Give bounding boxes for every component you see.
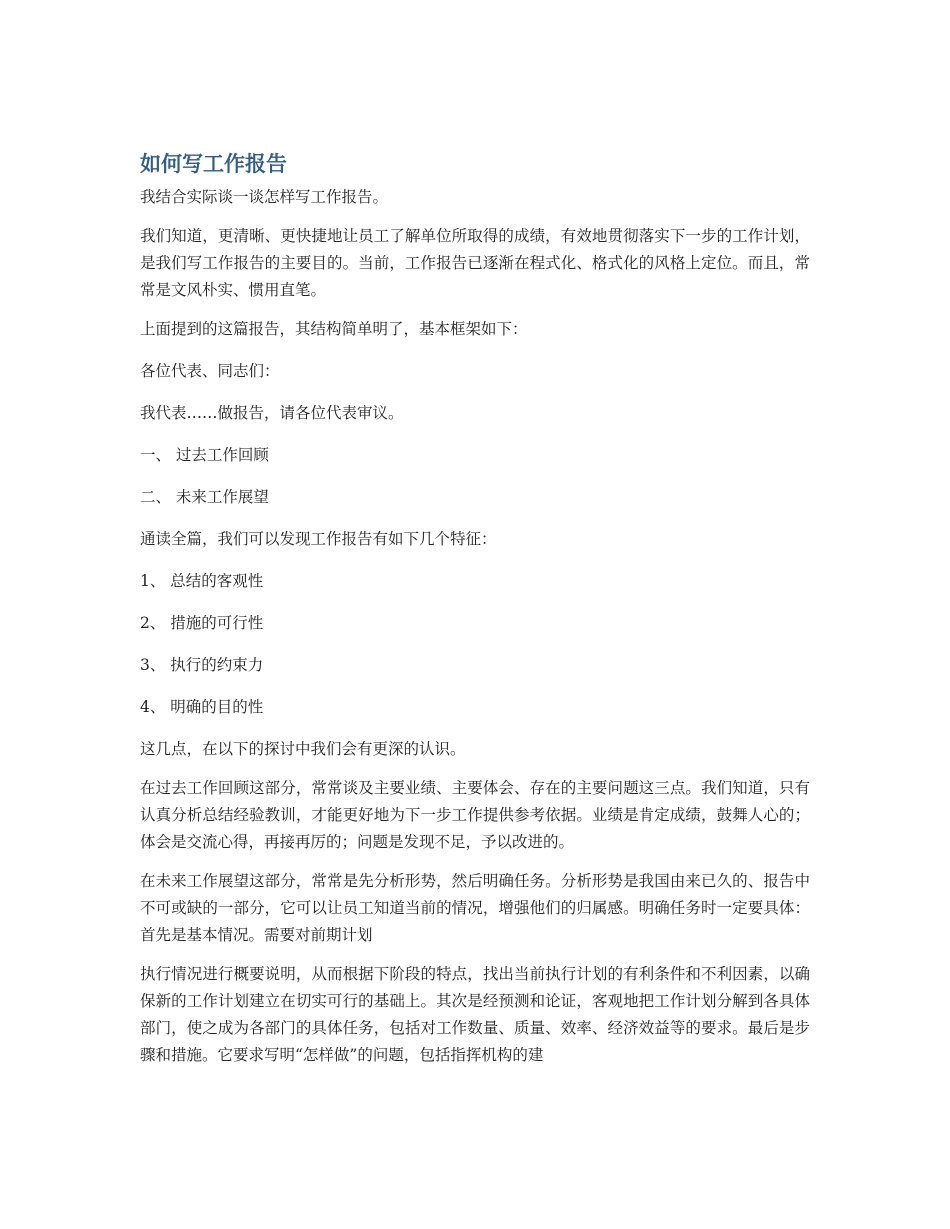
document-title: 如何写工作报告 [140, 152, 287, 176]
paragraph-features: 通读全篇，我们可以发现工作报告有如下几个特征： [140, 530, 497, 548]
paragraph-intro: 我结合实际谈一谈怎样写工作报告。 [140, 188, 389, 206]
paragraph-report-line: 我代表……做报告，请各位代表审议。 [140, 404, 404, 422]
paragraph-review: 在过去工作回顾这部分，常常谈及主要业绩、主要体会、存在的主要问题这三点。我们知道，只有认真分析总结经验教训，才能更好地为下一步工作提供参考依据。业绩是肯定成绩，鼓舞人心的；体会是交流心得，再接再厉的；问题是发现不足，予以改进的。 [140, 779, 810, 851]
outline-item-2: 二、 未来工作展望 [140, 488, 269, 506]
outline-item-1: 一、 过去工作回顾 [140, 446, 269, 464]
paragraph-structure: 上面提到的这篇报告，其结构简单明了，基本框架如下： [140, 320, 528, 338]
feature-item-4: 4、 明确的目的性 [140, 698, 264, 716]
feature-item-1: 1、 总结的客观性 [140, 572, 264, 590]
feature-item-3: 3、 执行的约束力 [140, 656, 264, 674]
feature-item-2: 2、 措施的可行性 [140, 614, 264, 632]
paragraph-outlook: 在未来工作展望这部分，常常是先分析形势，然后明确任务。分析形势是我国由来已久的、报告中不可或缺的一部分，它可以让员工知道当前的情况，增强他们的归属感。明确任务时一定要具体：首先是基本情况。需要对前期计划 [140, 872, 810, 944]
document-page [140, 150, 810, 1081]
paragraph-purpose: 我们知道，更清晰、更快捷地让员工了解单位所取得的成绩，有效地贯彻落实下一步的工作计划，是我们写工作报告的主要目的。当前，工作报告已逐渐在程式化、格式化的风格上定位。而且，常常是文风朴实、惯用直笔。 [140, 227, 810, 299]
paragraph-transition: 这几点，在以下的探讨中我们会有更深的认识。 [140, 740, 466, 758]
paragraph-salutation: 各位代表、同志们： [140, 362, 280, 380]
paragraph-execution: 执行情况进行概要说明，从而根据下阶段的特点，找出当前执行计划的有利条件和不利因素，以确保新的工作计划建立在切实可行的基础上。其次是经预测和论证，客观地把工作计划分解到各具体部门，使之成为各部门的具体任务，包括对工作数量、质量、效率、经济效益等的要求。最后是步骤和措施。它要求写明“怎样做”的问题，包括指挥机构的建 [140, 965, 810, 1064]
